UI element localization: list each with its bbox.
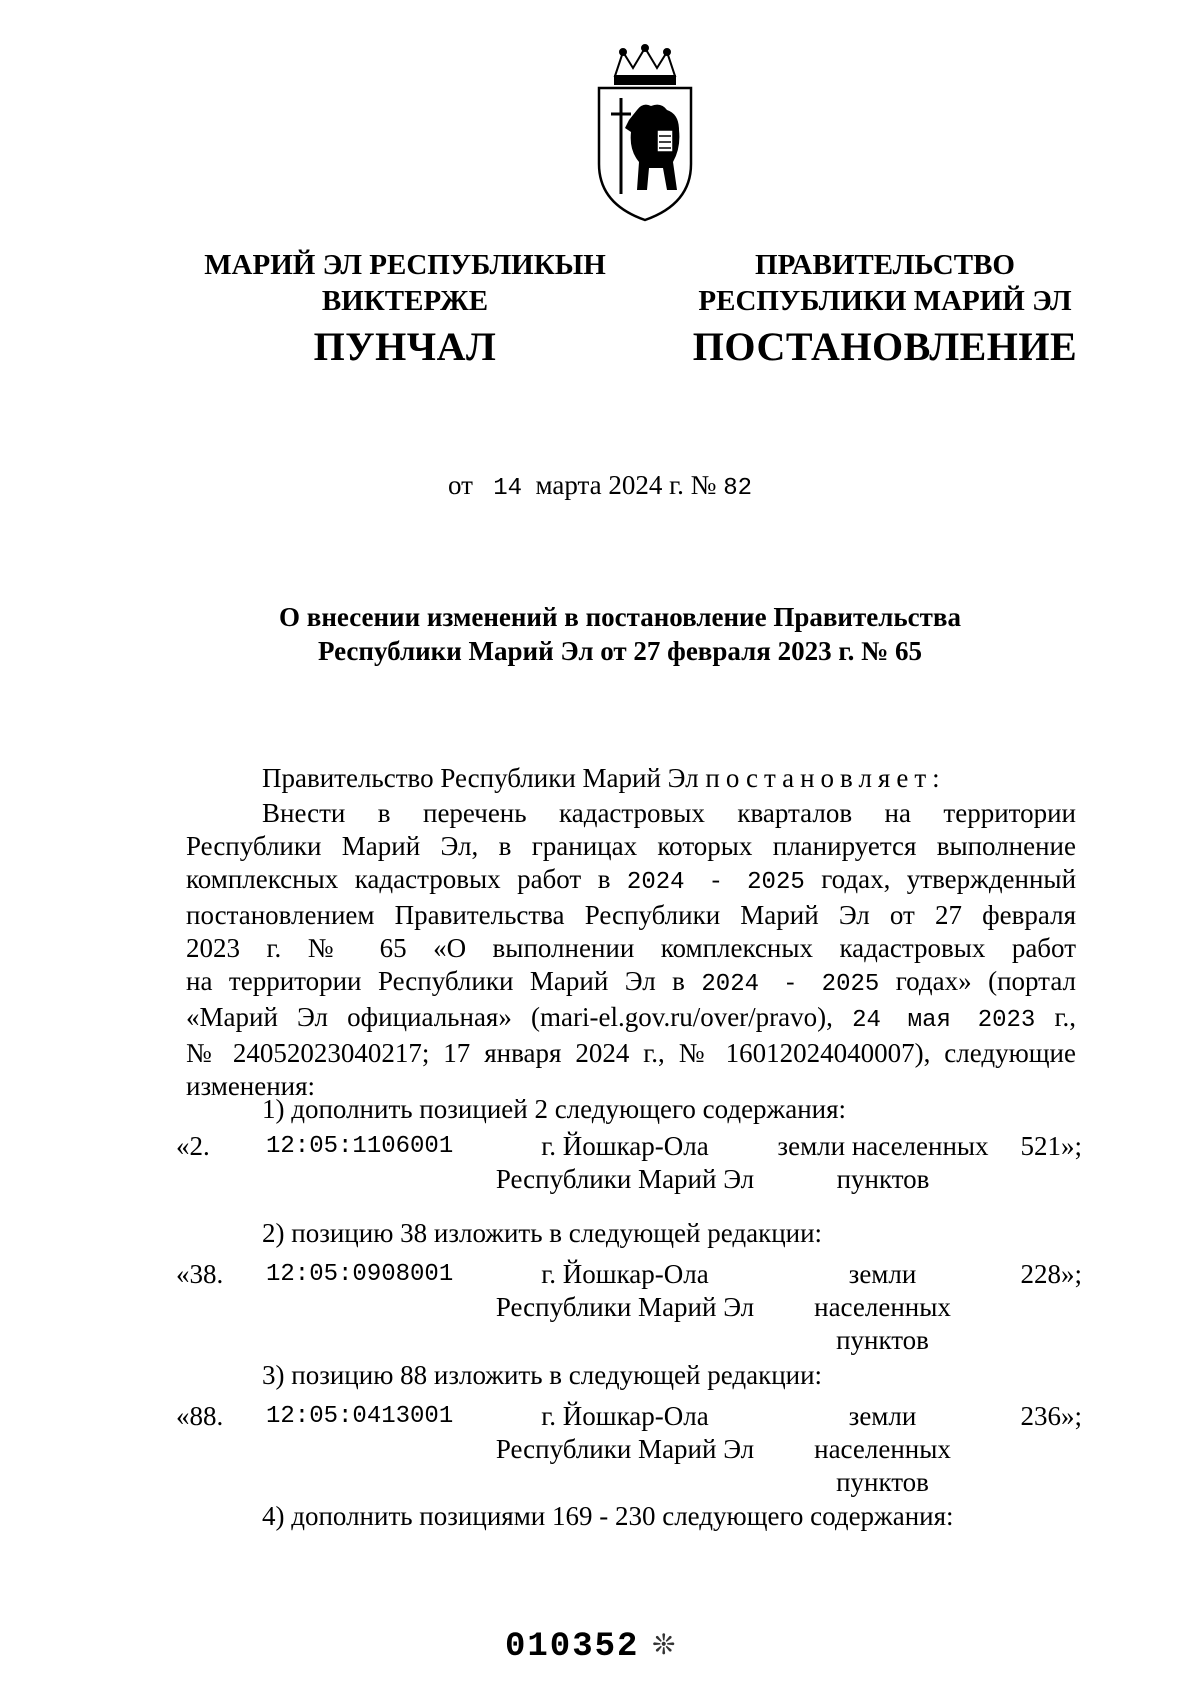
header-right-russian [650, 247, 1120, 369]
row-city-line2: Республики Марий Эл [495, 1292, 755, 1322]
main-paragraph [186, 797, 1076, 1103]
para-line7a: «Марий Эл официальная» (mari-el.gov.ru/over/pravo), [186, 1002, 833, 1032]
header-left-marian [170, 247, 640, 369]
decree-verb: постановляет: [705, 763, 946, 793]
row-category-line3: пунктов [836, 1325, 929, 1355]
row-city-line2: Республики Марий Эл [495, 1164, 755, 1194]
header-left-doc-type: ПУНЧАЛ [313, 324, 497, 369]
row-category-line3: пунктов [836, 1467, 929, 1497]
header-right-line1: ПРАВИТЕЛЬСТВО [755, 249, 1015, 281]
row-number: «38. [176, 1259, 224, 1289]
title-line1: О внесении изменений в постановление Правительства [279, 602, 961, 632]
para-line3-years: 2024 - 2025 [626, 869, 805, 896]
coat-of-arms-emblem [587, 44, 703, 224]
row-category-line1: земли [848, 1259, 917, 1289]
row-category [758, 1130, 1008, 1196]
para-line2: Республики Марий Эл, в границах которых планируется выполнение [186, 831, 1076, 861]
para-line8: № 24052023040217; 17 января 2024 г., № 16012024040007), следующие [186, 1038, 1076, 1068]
header-left-line2: ВИКТЕРЖЕ [321, 285, 489, 317]
header-right-doc-type: ПОСТАНОВЛЕНИЕ [692, 324, 1078, 369]
footer-ornament-icon: ❊ [652, 1630, 676, 1661]
date-day: 14 [493, 475, 522, 502]
amendment-4-instruction: 4) дополнить позициями 169 - 230 следующего содержания: [262, 1501, 954, 1531]
para-line6b: годах» (портал [895, 966, 1077, 996]
row-city-line1: г. Йошкар-Ола [541, 1401, 709, 1431]
row-category-line1: земли [848, 1401, 917, 1431]
date-prefix: от [447, 470, 473, 500]
row-category [770, 1258, 995, 1357]
row-city [480, 1258, 770, 1324]
row-number: «2. [176, 1131, 210, 1161]
row-city-line2: Республики Марий Эл [495, 1434, 755, 1464]
para-line3 [186, 863, 1076, 899]
document-number: 82 [723, 475, 752, 502]
para-line1: Внести в перечень кадастровых кварталов на территории [262, 798, 1076, 828]
para-line9: изменения: [186, 1071, 316, 1101]
para-line3b: годах, утвержденный [821, 864, 1077, 894]
title-line2: Республики Марий Эл от 27 февраля 2023 г. № 65 [317, 636, 922, 666]
document-title [180, 600, 1060, 668]
row-category-line2: населенных [814, 1292, 951, 1322]
header-left-line1: МАРИЙ ЭЛ РЕСПУБЛИКЫН [204, 249, 606, 281]
row-area: 521»; [1020, 1131, 1082, 1161]
row-city [480, 1130, 770, 1196]
para-line7-date: 24 мая 2023 [852, 1007, 1036, 1034]
amendment-1-instruction: 1) дополнить позицией 2 следующего содержания: [262, 1094, 847, 1124]
para-line3a: комплексных кадастровых работ в [186, 864, 611, 894]
para-line6-years: 2024 - 2025 [701, 971, 880, 998]
para-line6a: на территории Республики Марий Эл в [186, 966, 685, 996]
row-area: 228»; [1020, 1259, 1082, 1289]
row-category-line1: земли населенных [777, 1131, 989, 1161]
amendment-3-instruction: 3) позицию 88 изложить в следующей редакции: [262, 1360, 823, 1390]
amendment-2-instruction: 2) позицию 38 изложить в следующей редакции: [262, 1218, 823, 1248]
row-cadastral: 12:05:0908001 [266, 1261, 454, 1288]
row-area: 236»; [1020, 1401, 1082, 1431]
row-city-line1: г. Йошкар-Ола [541, 1259, 709, 1289]
row-city-line1: г. Йошкар-Ола [541, 1131, 709, 1161]
row-category-line2: пунктов [836, 1164, 930, 1194]
row-cadastral: 12:05:0413001 [266, 1403, 454, 1430]
decree-lead-line [186, 762, 1152, 795]
row-category [770, 1400, 995, 1499]
form-serial-number: 010352 [505, 1628, 640, 1666]
row-category-line2: населенных [814, 1434, 951, 1464]
date-month-year: марта 2024 г. № [535, 470, 717, 500]
para-line4: постановлением Правительства Республики Марий Эл от 27 февраля [186, 900, 1076, 930]
para-line7 [186, 1001, 1076, 1037]
row-number: «88. [176, 1401, 224, 1431]
decree-lead: Правительство Республики Марий Эл [262, 763, 699, 793]
document-date-line [0, 470, 1200, 502]
para-line5: 2023 г. № 65 «О выполнении комплексных кадастровых работ [186, 933, 1076, 963]
header-right-line2: РЕСПУБЛИКИ МАРИЙ ЭЛ [698, 285, 1072, 317]
row-city [480, 1400, 770, 1466]
para-line6 [186, 965, 1076, 1001]
para-line7b: г., [1054, 1002, 1077, 1032]
row-cadastral: 12:05:1106001 [266, 1133, 454, 1160]
